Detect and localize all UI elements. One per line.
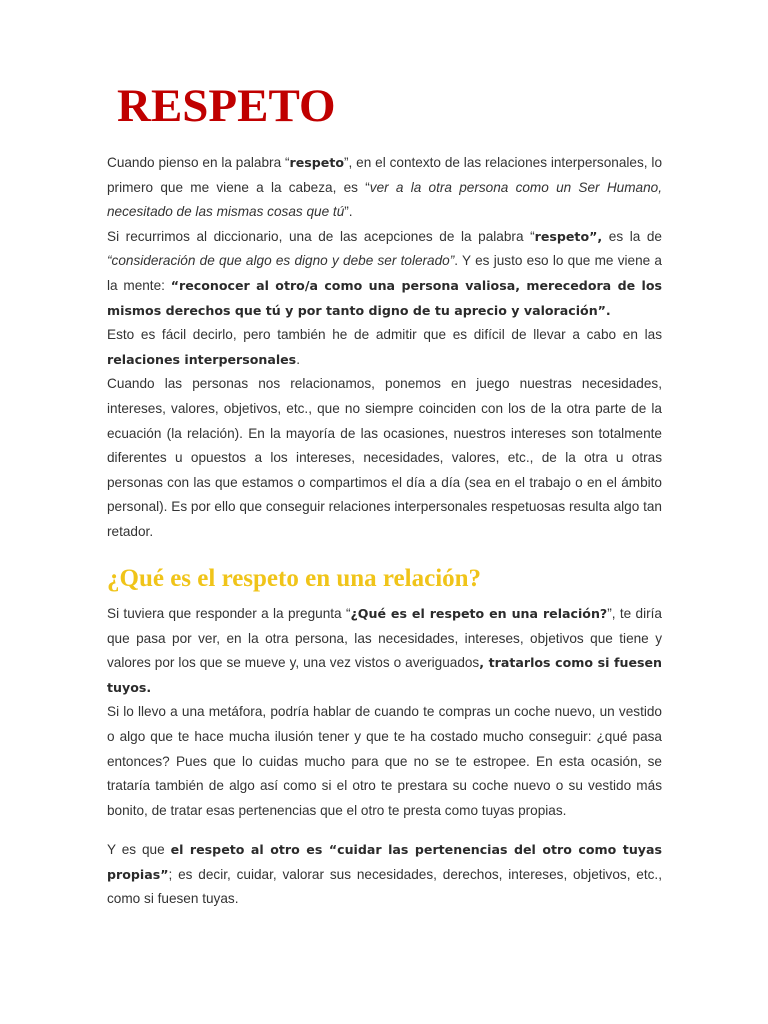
- bold-run: relaciones interpersonales: [107, 351, 297, 367]
- section-text-block: [107, 602, 662, 823]
- text-run: ; es decir, cuidar, valorar sus necesidades, derechos, intereses, objetivos, etc., como si fuesen tuyas.: [107, 866, 662, 907]
- bold-run: “reconocer al otro/a como una persona valiosa, merecedora de los mismos derechos que tú y por tanto digno de tu aprecio y valoración”.: [107, 277, 662, 318]
- intro-paragraph-2: [107, 225, 662, 323]
- text-run: ”, en el contexto de las relaciones interpersonales, lo primero que me viene a la cabeza, es “: [107, 155, 662, 195]
- text-run: Cuando pienso en la palabra “: [107, 155, 290, 170]
- text-run: Cuando las personas nos relacionamos, ponemos en juego nuestras necesidades, intereses, valores, objetivos, etc., que no siempre coinciden con los de la otra parte de la ecuación (la relación). En la mayoría de las ocasiones, nuestros intereses son totalmente diferentes u opuestos a los intereses, necesidades, valores, etc., de la otra u otras personas con las que estamos o compartimos el día a día (sea en el trabajo o en el ámbito personal). Es por ello que conseguir relaciones interpersonales respetuosas resulta algo tan retador.: [107, 376, 662, 539]
- section-paragraph-2: [107, 700, 662, 823]
- section-paragraph-1: [107, 602, 662, 700]
- section-paragraph-3: [107, 838, 662, 912]
- italic-run: ver a la otra persona como un Ser Humano, necesitado de las mismas cosas que tú: [107, 179, 662, 220]
- text-run: .: [296, 351, 300, 367]
- bold-run: , tratarlos como si fuesen tuyos.: [107, 655, 662, 695]
- intro-paragraph-1: [107, 151, 662, 225]
- italic-run: “consideración de que algo es digno y debe ser tolerado”: [107, 253, 455, 269]
- text-run: Esto es fácil decirlo, pero también he de admitir que es difícil de llevar a cabo en las: [107, 327, 662, 343]
- intro-paragraph-3: [107, 323, 662, 372]
- text-run: Si recurrimos al diccionario, una de las acepciones de la palabra “: [107, 228, 535, 244]
- bold-run: respeto”,: [534, 228, 603, 244]
- closing-text-block: [107, 838, 662, 912]
- text-run: ”, te diría que pasa por ver, en la otra persona, las necesidades, intereses, objetivos que tiene y valores por los que se mueve y, una vez vistos o averiguados: [107, 606, 662, 671]
- intro-paragraph-4: [107, 372, 662, 544]
- text-run: . Y es justo eso lo que me viene a la mente:: [107, 253, 662, 293]
- text-run: ”.: [344, 204, 353, 220]
- text-run: Y es que: [107, 842, 171, 857]
- document-title: RESPETO: [117, 80, 336, 132]
- intro-text-block: [107, 151, 662, 545]
- section-heading: ¿Qué es el respeto en una relación?: [107, 565, 482, 592]
- bold-run: ¿Qué es el respeto en una relación?: [350, 606, 608, 621]
- bold-run: respeto: [289, 155, 345, 170]
- text-run: Si lo llevo a una metáfora, podría hablar de cuando te compras un coche nuevo, un vestido o algo que te hace mucha ilusión tener y que te ha costado mucho conseguir: ¿qué pasa entonces? Pues que lo cuidas mucho para que no se te estropee. En esta ocasión, se trataría también de algo así como si el otro te prestara su coche nuevo o su vestido más bonito, de tratar esas pertenencias que el otro te presta como tuyas propias.: [107, 704, 662, 818]
- text-run: es la de: [602, 228, 662, 244]
- text-run: Si tuviera que responder a la pregunta “: [107, 606, 351, 621]
- bold-run: el respeto al otro es “cuidar las pertenencias del otro como tuyas propias”: [107, 842, 662, 882]
